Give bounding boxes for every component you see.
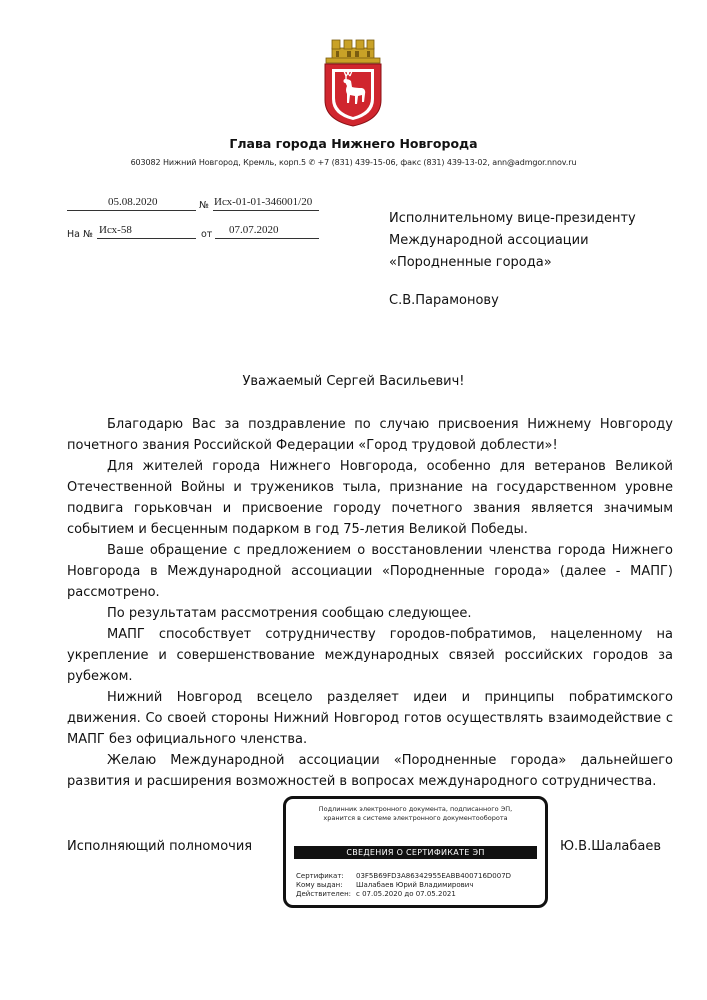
stamp-valid-value: с 07.05.2020 до 07.05.2021 <box>356 890 456 898</box>
stamp-certificate-title: СВЕДЕНИЯ О СЕРТИФИКАТЕ ЭП <box>294 846 537 859</box>
organization-address: 603082 Нижний Новгород, Кремль, корп.5 ✆ +7 (831) 439-15-06, факс (831) 439-13-02, ann@admgor.nnov.ru <box>130 158 577 167</box>
body-paragraph: Ваше обращение с предложением о восстановлении членства города Нижнего Новгорода в Международной ассоциации «Породненные города» (далее - МАПГ) рассмотрено. <box>67 543 673 600</box>
outgoing-date-line <box>67 210 196 211</box>
stamp-valid-label: Действителен: <box>296 890 352 898</box>
stamp-valid-row <box>296 890 456 898</box>
stamp-issued-row <box>296 881 473 889</box>
organization-title: Глава города Нижнего Новгорода <box>229 136 478 151</box>
reference-from-label: от <box>201 229 213 240</box>
signatory-position: Исполняющий полномочия <box>67 839 253 854</box>
salutation: Уважаемый Сергей Васильевич! <box>242 374 465 389</box>
reference-label: На № <box>67 229 93 240</box>
stamp-certificate-label: Сертификат: <box>296 872 344 880</box>
reference-number: Исх-58 <box>99 224 132 236</box>
reference-date: 07.07.2020 <box>229 224 279 236</box>
stamp-certificate-row <box>296 872 511 880</box>
outgoing-number-label: № <box>199 200 209 211</box>
letter-body <box>67 414 673 792</box>
reference-date-line <box>215 238 319 239</box>
outgoing-number-line <box>213 210 319 211</box>
stamp-header-line-1: Подлинник электронного документа, подписанного ЭП, <box>318 805 513 813</box>
crown-icon <box>326 40 380 63</box>
addressee-line-1: Исполнительному вице-президенту <box>389 211 636 226</box>
body-paragraph: Нижний Новгород всецело разделяет идеи и принципы побратимского движения. Со своей стороны Нижний Новгород готов осуществлять взаимодействие с МАПГ без официального членства. <box>67 690 673 747</box>
reference-number-line <box>97 238 196 239</box>
stamp-header <box>286 805 545 823</box>
signatory-name: Ю.В.Шалабаев <box>560 839 662 854</box>
body-paragraph: Желаю Международной ассоциации «Породненные города» дальнейшего развития и расширения возможностей в вопросах международного сотрудничества. <box>67 753 673 789</box>
addressee-line-3: «Породненные города» <box>389 255 552 270</box>
body-paragraph: По результатам рассмотрения сообщаю следующее. <box>107 606 472 621</box>
body-paragraph: Благодарю Вас за поздравление по случаю присвоения Нижнему Новгороду почетного звания Российской Федерации «Город трудовой доблести»! <box>67 417 673 453</box>
stamp-certificate-value: 03F5B69FD3A86342955EABB400716D007D <box>356 872 512 880</box>
stamp-header-line-2: хранится в системе электронного документооборота <box>323 814 508 822</box>
outgoing-date: 05.08.2020 <box>108 196 158 208</box>
body-paragraph: МАПГ способствует сотрудничеству городов-побратимов, нацеленному на укрепление и совершенствование международных связей российских городов за рубежом. <box>67 627 673 684</box>
outgoing-number: Исх-01-01-346001/20 <box>214 196 313 208</box>
coat-of-arms-icon <box>322 38 384 128</box>
stamp-issued-value: Шалабаев Юрий Владимирович <box>356 881 474 889</box>
stamp-issued-label: Кому выдан: <box>296 881 343 889</box>
addressee-name: С.В.Парамонову <box>389 293 499 308</box>
electronic-signature-stamp <box>283 796 548 908</box>
body-paragraph: Для жителей города Нижнего Новгорода, особенно для ветеранов Великой Отечественной Войны и тружеников тыла, признание на государственном уровне подвига горьковчан и присвоение городу почетного звания является значимым событием и бесценным подарком в год 75-летия Великой Победы. <box>67 459 673 537</box>
addressee-line-2: Международной ассоциации <box>389 233 589 248</box>
